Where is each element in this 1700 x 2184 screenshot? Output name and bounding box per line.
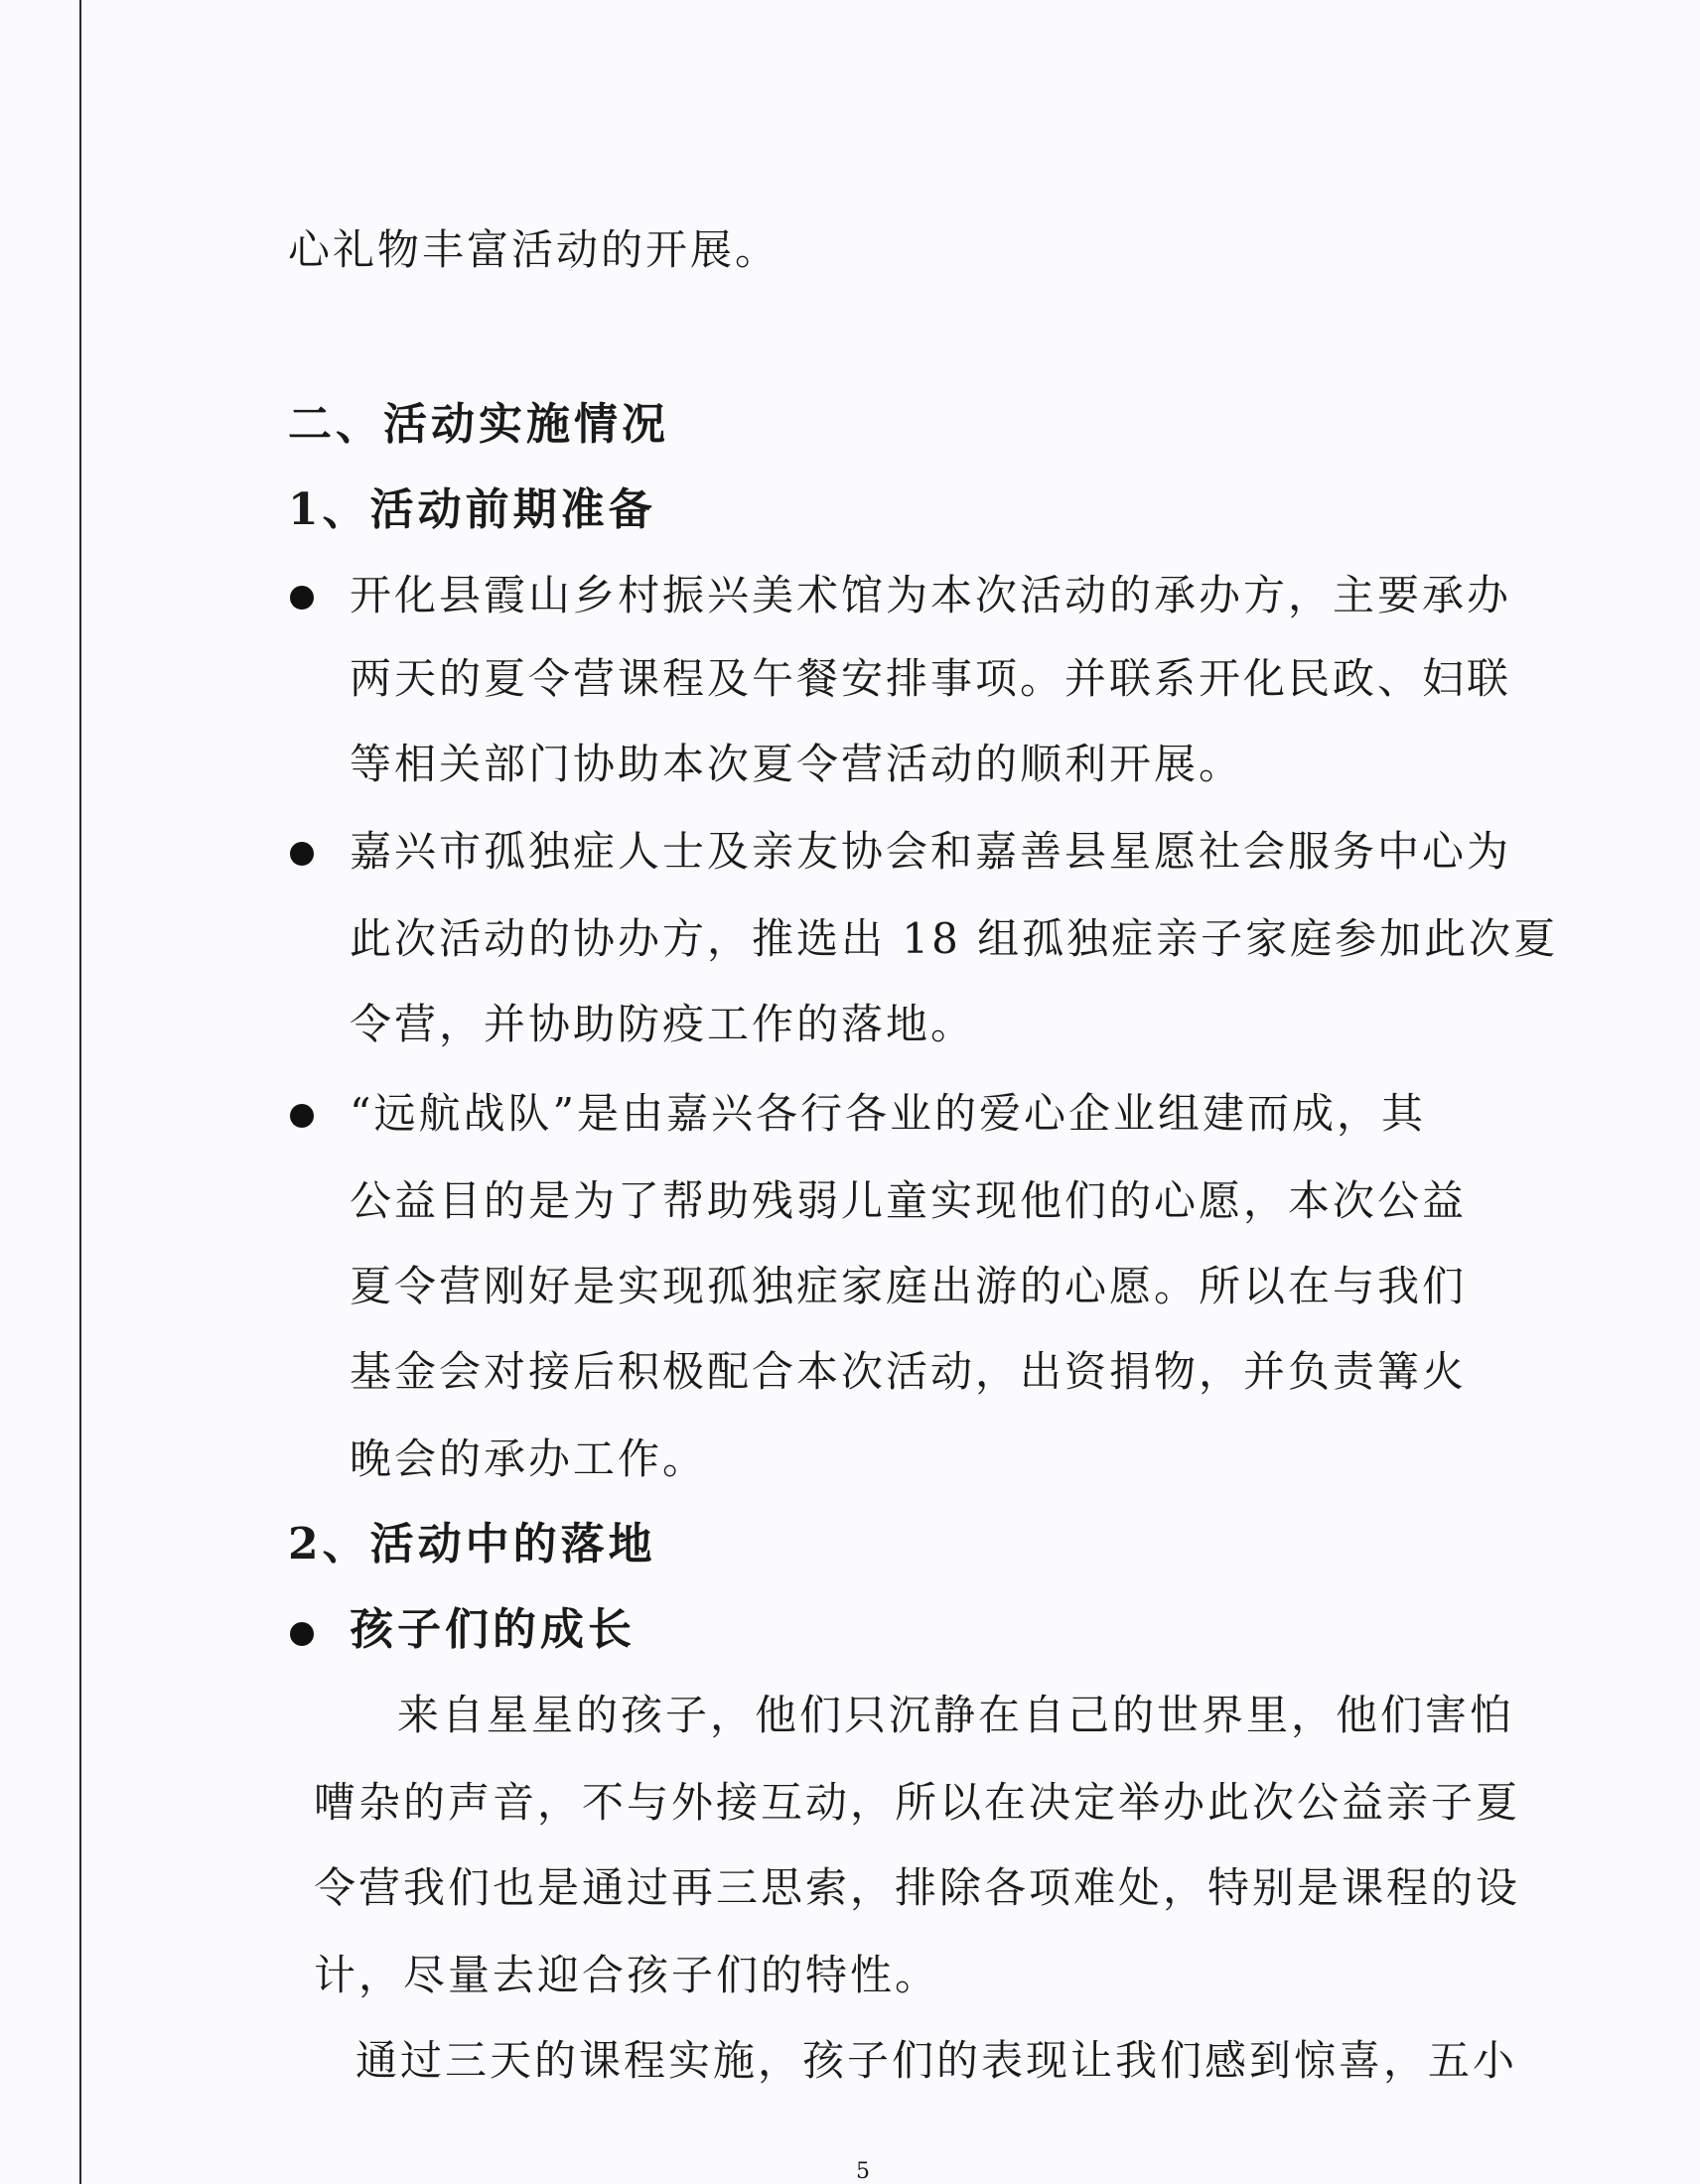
bullet-3-line-4: 基金会对接后积极配合本次活动，出资捐物，并负责篝火 — [350, 1347, 1468, 1396]
bullet-3-line-5: 晚会的承办工作。 — [350, 1434, 708, 1483]
bullet-1-line-2: 两天的夏令营课程及午餐安排事项。并联系开化民政、妇联 — [350, 654, 1512, 703]
paragraph-1-line-3: 令营我们也是通过再三思索，排除各项难处，特别是课程的设 — [314, 1863, 1521, 1912]
paragraph-1-line-2: 嘈杂的声音，不与外接互动，所以在决定举办此次公益亲子夏 — [314, 1778, 1521, 1827]
bullet-2-line-2: 此次活动的协办方，推选出 18 组孤独症亲子家庭参加此次夏 — [350, 914, 1559, 963]
paragraph-1-line-1: 来自星星的孩子，他们只沉静在自己的世界里，他们害怕 — [397, 1691, 1515, 1739]
subsection-heading-preparation: 1、活动前期准备 — [288, 484, 656, 535]
bullet-heading-children-growth: 孩子们的成长 — [350, 1604, 636, 1655]
bullet-3-line-1: “远航战队”是由嘉兴各行各业的爱心企业组建而成，其 — [350, 1089, 1426, 1138]
bullet-1-line-1: 开化县霞山乡村振兴美术馆为本次活动的承办方，主要承办 — [350, 571, 1512, 619]
bullet-1-line-3: 等相关部门协助本次夏令营活动的顺利开展。 — [350, 740, 1244, 788]
bullet-3-line-3: 夏令营刚好是实现孤独症家庭出游的心愿。所以在与我们 — [350, 1262, 1468, 1310]
page-edge-rule — [79, 0, 81, 2184]
bullet-2-line-3: 令营，并协助防疫工作的落地。 — [350, 1000, 976, 1048]
bullet-3-line-2: 公益目的是为了帮助残弱儿童实现他们的心愿，本次公益 — [350, 1176, 1468, 1225]
paragraph-2-line-1: 通过三天的课程实施，孩子们的表现让我们感到惊喜，五小 — [355, 2036, 1518, 2085]
continuation-text: 心礼物丰富活动的开展。 — [288, 225, 780, 274]
bullet-marker — [290, 1104, 314, 1128]
bullet-marker — [290, 842, 314, 866]
subsection-heading-implementation: 2、活动中的落地 — [288, 1519, 656, 1570]
page-number: 5 — [856, 2159, 870, 2184]
bullet-marker — [290, 586, 314, 610]
bullet-2-line-1: 嘉兴市孤独症人士及亲友协会和嘉善县星愿社会服务中心为 — [350, 827, 1512, 876]
paragraph-1-line-4: 计，尽量去迎合孩子们的特性。 — [314, 1951, 940, 1999]
bullet-marker — [290, 1622, 314, 1646]
section-heading: 二、活动实施情况 — [288, 399, 669, 450]
